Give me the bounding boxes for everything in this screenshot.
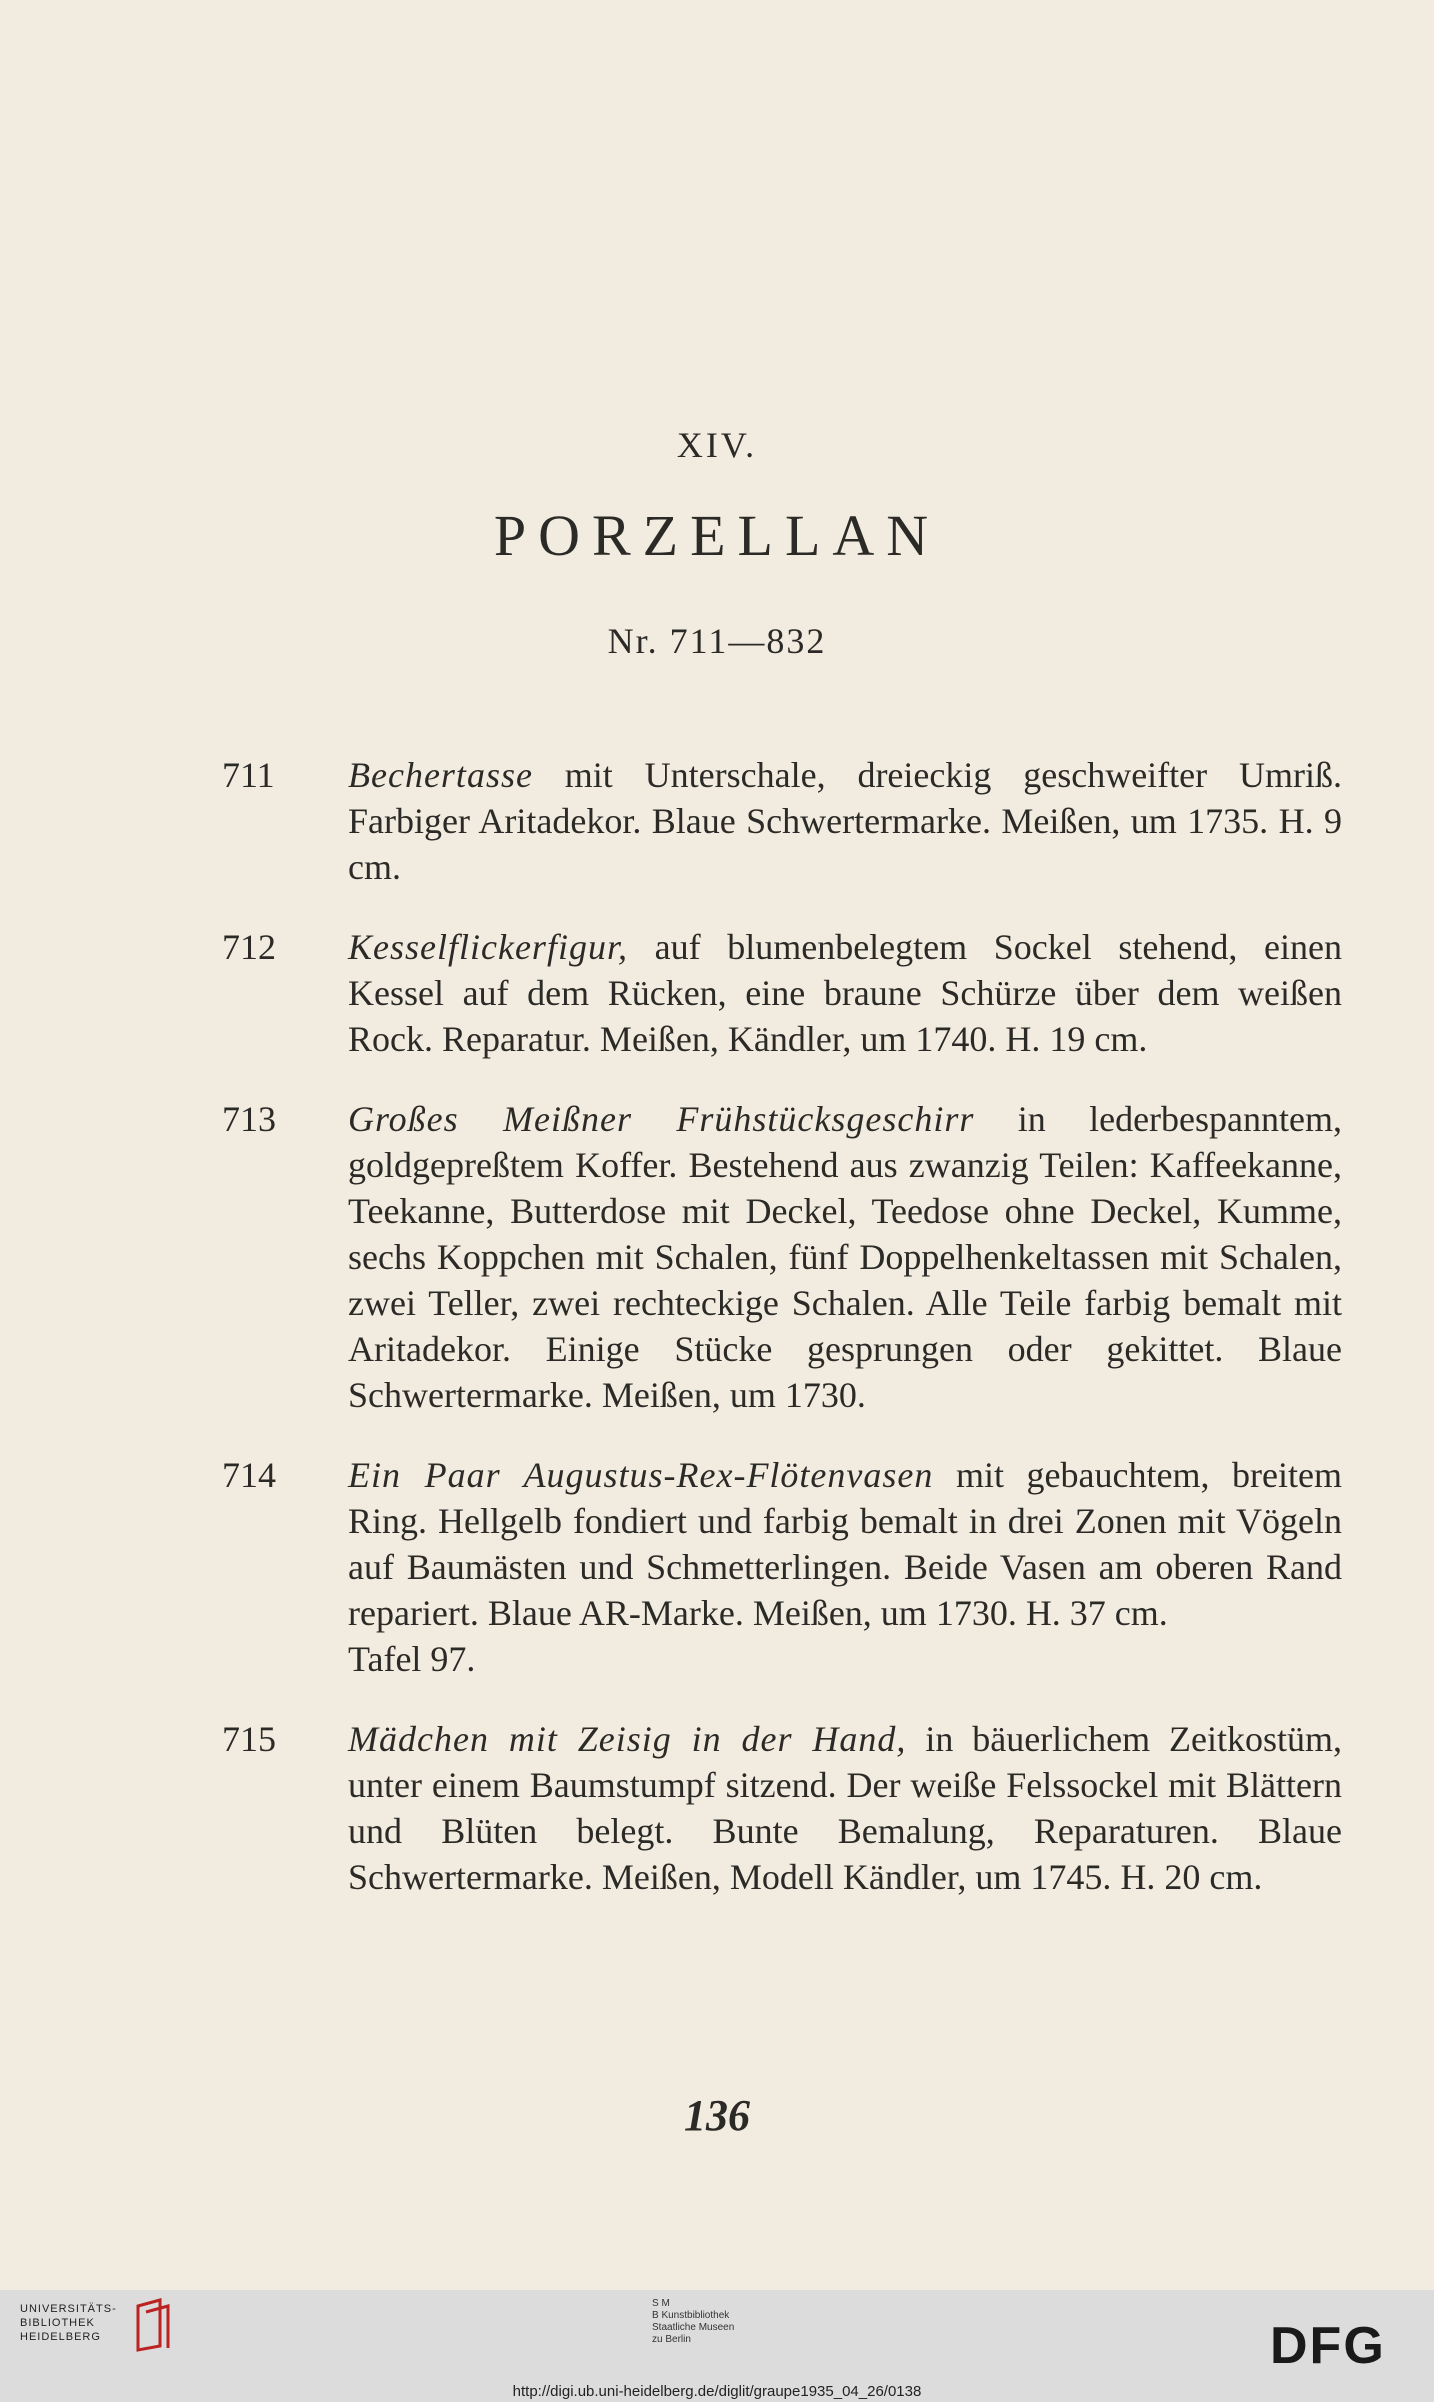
- library-line-2: B Kunstbibliothek: [652, 2310, 730, 2321]
- entry-description: in bäuerlichem Zeitkostüm, unter einem Baumstumpf sitzend. Der weiße Felssockel mit Blättern und Blüten belegt. Bunte Bemalung, Reparaturen. Blaue Schwertermarke. Meißen, Modell Kändler, um 1745. H. 20 cm.: [348, 1719, 1342, 1897]
- entry-number: 712: [222, 927, 276, 967]
- art-library-credit: [652, 2298, 734, 2346]
- section-number: XIV.: [676, 425, 758, 465]
- catalog-entry-711: [222, 752, 1342, 890]
- entry-number: 711: [222, 755, 275, 795]
- catalog-entry-712: [222, 924, 1342, 1062]
- entry-title: Großes Meißner Frühstücksgeschirr: [348, 1099, 975, 1139]
- university-line-3: HEIDELBERG: [20, 2331, 101, 2343]
- entry-description: mit gebauchtem, breitem Ring. Hellgelb fondiert und farbig bemalt in drei Zonen mit Vögeln auf Baumästen und Schmetterlingen. Beide Vasen am oberen Rand repariert. Blaue AR-Marke. Meißen, um 1730. H. 37 cm.: [348, 1455, 1343, 1633]
- plate-reference: Tafel 97.: [348, 1639, 476, 1679]
- entry-number: 713: [222, 1099, 276, 1139]
- catalog-entry-715: [222, 1716, 1342, 1900]
- section-title: PORZELLAN: [493, 503, 941, 568]
- university-line-1: UNIVERSITÄTS-: [20, 2303, 117, 2315]
- entry-title: Mädchen mit Zeisig in der Hand,: [348, 1719, 907, 1759]
- entry-title: Ein Paar Augustus-Rex-Flötenvasen: [348, 1455, 934, 1495]
- university-line-2: BIBLIOTHEK: [20, 2317, 95, 2329]
- entry-description: mit Unterschale, dreieckig geschweifter Umriß. Farbiger Aritadekor. Blaue Schwertermarke. Meißen, um 1735. H. 9 cm.: [348, 755, 1342, 887]
- catalog-range: Nr. 711—832: [607, 621, 827, 661]
- entry-title: Bechertasse: [348, 755, 533, 795]
- university-logo-icon: [130, 2298, 176, 2352]
- catalog-entry-713: [222, 1096, 1342, 1418]
- entry-number: 715: [222, 1719, 276, 1759]
- library-line-3: Staatliche Museen: [652, 2322, 735, 2333]
- library-line-1: S M: [652, 2298, 670, 2309]
- entry-title: Kesselflickerfigur,: [348, 927, 628, 967]
- catalog-entries: [222, 752, 1342, 1934]
- university-library-logo-text[interactable]: [20, 2302, 117, 2344]
- library-line-4: zu Berlin: [652, 2334, 691, 2345]
- entry-description: auf blumenbelegtem Sockel stehend, einen Kessel auf dem Rücken, eine braune Schürze über dem weißen Rock. Reparatur. Meißen, Kändler, um 1740. H. 19 cm.: [348, 927, 1342, 1059]
- entry-number: 714: [222, 1455, 276, 1495]
- catalog-entry-714: [222, 1452, 1342, 1682]
- page-number: 136: [684, 2091, 750, 2140]
- dfg-logo[interactable]: DFG: [1270, 2317, 1386, 2375]
- entry-description: in lederbespanntem, goldgepreßtem Koffer. Bestehend aus zwanzig Teilen: Kaffeekanne, Teekanne, Butterdose mit Deckel, Teedose ohne Deckel, Kumme, sechs Koppchen mit Schalen, fünf Doppelhenkeltassen mit Schalen, zwei Teller, zwei rechteckige Schalen. Alle Teile farbig bemalt mit Aritadekor. Einige Stücke gesprungen oder gekittet. Blaue Schwertermarke. Meißen, um 1730.: [348, 1099, 1342, 1415]
- permalink-url[interactable]: http://digi.ub.uni-heidelberg.de/diglit/graupe1935_04_26/0138: [512, 2383, 922, 2400]
